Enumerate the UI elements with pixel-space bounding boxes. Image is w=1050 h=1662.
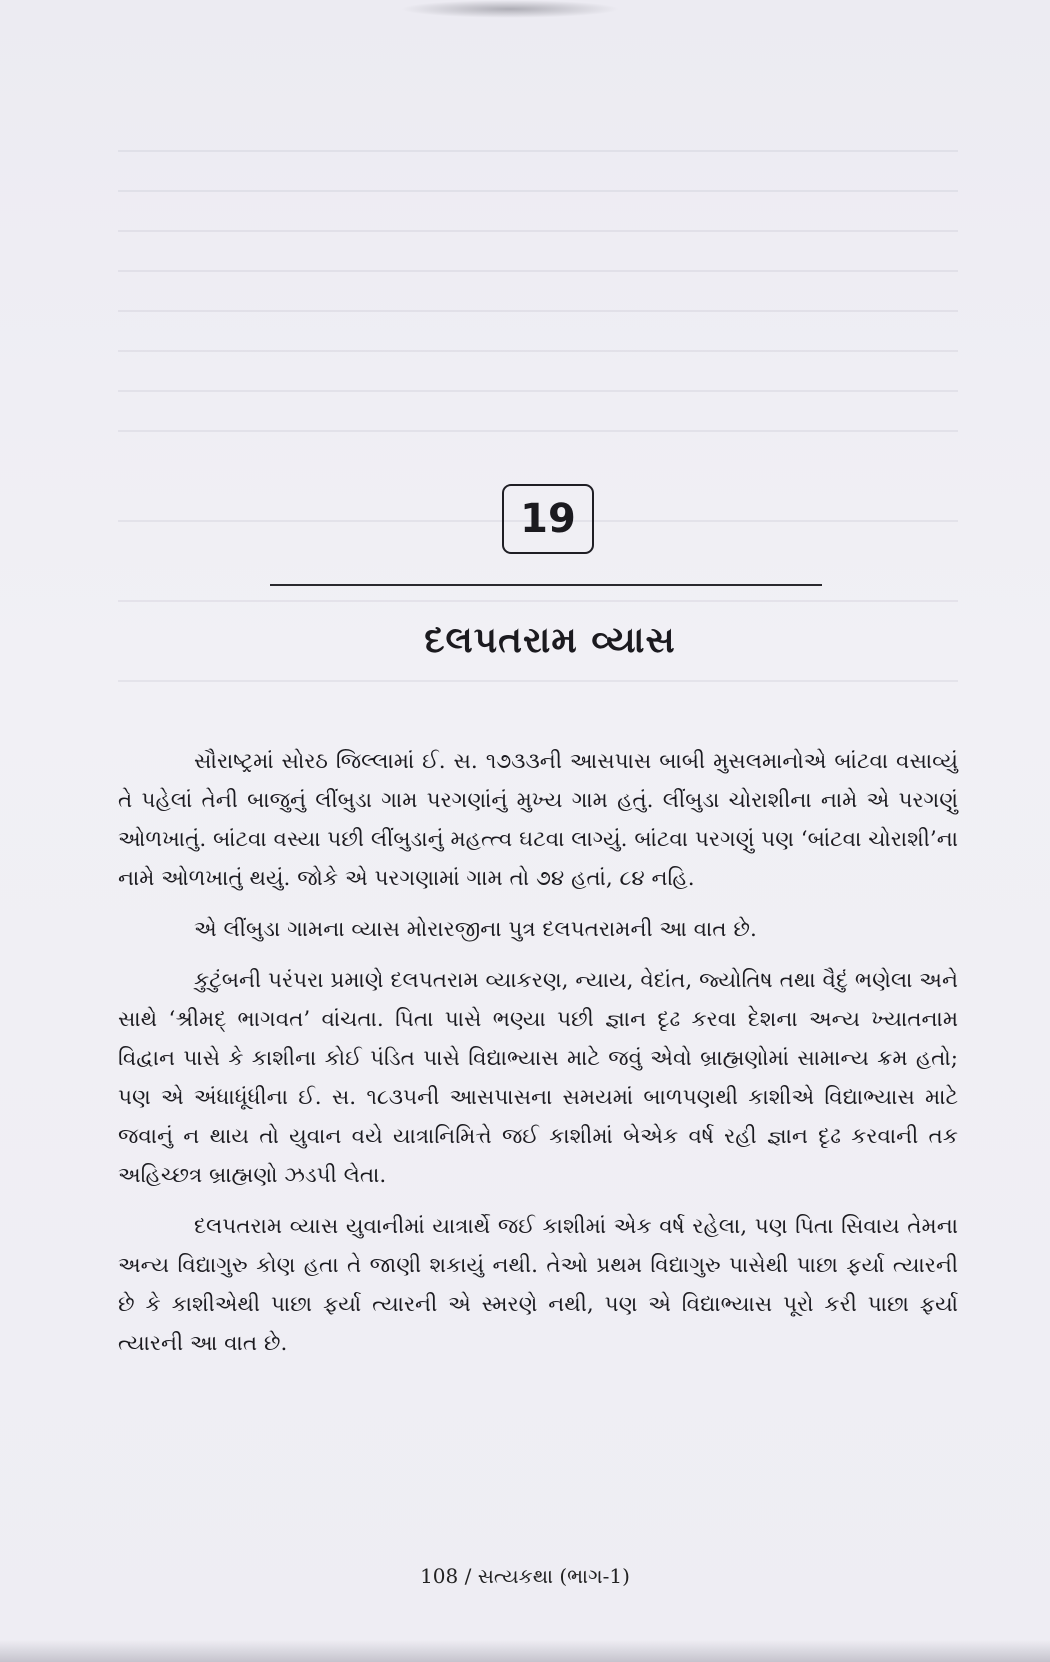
show-through-line <box>118 350 958 352</box>
show-through-line <box>118 230 958 232</box>
chapter-body <box>118 742 958 1375</box>
show-through-line <box>118 150 958 152</box>
paragraph: કુટુંબની પરંપરા પ્રમાણે દલપતરામ વ્યાકરણ, ન્યાય, વેદાંત, જ્યોતિષ તથા વૈદું ભણેલા અને સાથે ‘શ્રીમદ્ ભાગવત’ વાંચતા. પિતા પાસે ભણ્યા પછી જ્ઞાન દૃઢ કરવા દેશના અન્ય ખ્યાતનામ વિદ્વાન પાસે કે કાશીના કોઈ પંડિત પાસે વિદ્યાભ્યાસ માટે જવું એવો બ્રાહ્મણોમાં સામાન્ય ક્રમ હતો; પણ એ અંધાધૂંધીના ઈ. સ. ૧૮૩૫ની આસપાસના સમયમાં બાળપણથી કાશીએ વિદ્યાભ્યાસ માટે જવાનું ન થાય તો યુવાન વયે યાત્રાનિમિત્તે જઈ કાશીમાં બેએક વર્ષ રહી જ્ઞાન દૃઢ કરવાની તક અહિચ્છત્ર બ્રાહ્મણો ઝડપી લેતા. <box>118 968 958 1188</box>
show-through-line <box>118 310 958 312</box>
paragraph: સૌરાષ્ટ્રમાં સોરઠ જિલ્લામાં ઈ. સ. ૧૭૩૩ની આસપાસ બાબી મુસલમાનોએ બાંટવા વસાવ્યું તે પહેલાં તેની બાજુનું લીંબુડા ગામ પરગણાંનું મુખ્ય ગામ હતું. લીંબુડા ચોરાશીના નામે એ પરગણું ઓળખાતું. બાંટવા વસ્યા પછી લીંબુડાનું મહત્ત્વ ઘટવા લાગ્યું. બાંટવા પરગણું પણ ‘બાંટવા ચોરાશી’ના નામે ઓળખાતું થયું. જોકે એ પરગણામાં ગામ તો ૭૪ હતાં, ૮૪ નહિ. <box>118 749 958 891</box>
show-through-line <box>118 390 958 392</box>
divider <box>270 584 822 586</box>
chapter-number: 19 <box>502 484 594 554</box>
paragraph: દલપતરામ વ્યાસ યુવાનીમાં યાત્રાર્થે જઈ કાશીમાં એક વર્ષ રહેલા, પણ પિતા સિવાય તેમના અન્ય વિદ્યાગુરુ કોણ હતા તે જાણી શકાયું નથી. તેઓ પ્રથમ વિદ્યાગુરુ પાસેથી પાછા ફર્યા ત્યારની છે કે કાશીએથી પાછા ફર્યા ત્યારની એ સ્મરણે નથી, પણ એ વિદ્યાભ્યાસ પૂરો કરી પાછા ફર્યા ત્યારની આ વાત છે. <box>118 1214 958 1356</box>
print-smudge <box>400 0 620 18</box>
show-through-line <box>118 430 958 432</box>
show-through-line <box>118 680 958 682</box>
paragraph: એ લીંબુડા ગામના વ્યાસ મોરારજીના પુત્ર દલપતરામની આ વાત છે. <box>194 917 757 942</box>
show-through-line <box>118 270 958 272</box>
show-through-line <box>118 190 958 192</box>
show-through-line <box>118 600 958 602</box>
chapter-title: દલપતરામ વ્યાસ <box>424 620 676 661</box>
page-footer: 108 / સત્યકથા (ભાગ-1) <box>420 1564 630 1588</box>
page-edge-shadow <box>0 1640 1050 1662</box>
